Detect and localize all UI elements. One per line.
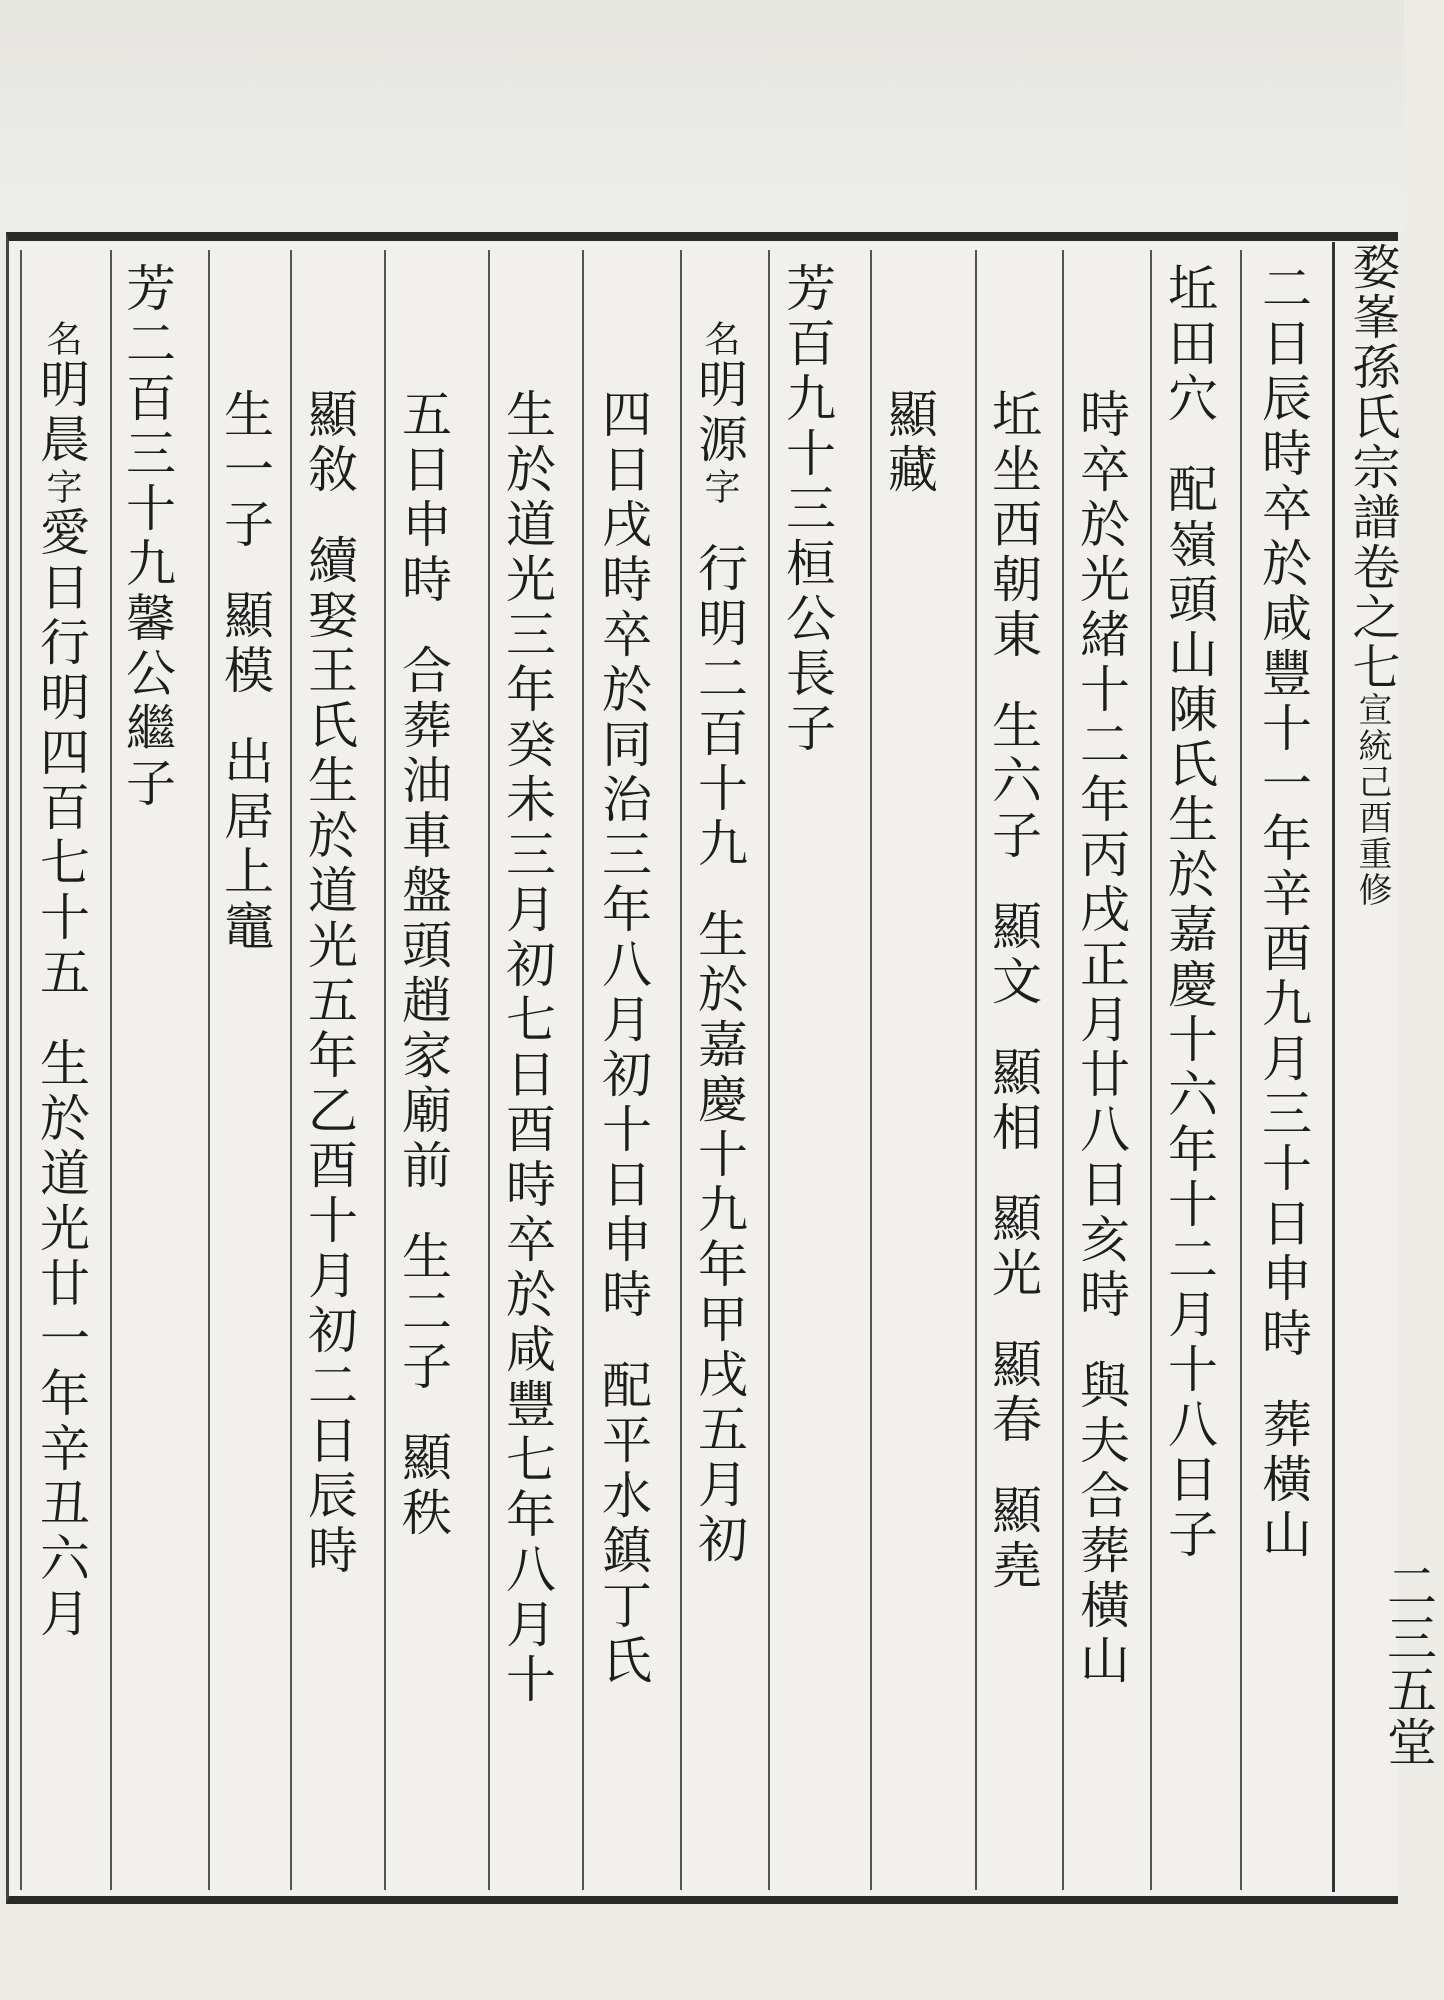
column-rule [208,250,210,1890]
text-segment: 四日戌時卒於同治三年八月初十日申時 [594,388,652,1323]
text-column-1 [1254,262,1312,1563]
text-segment: 坵田穴 [1160,262,1218,427]
courtesy-name-marker: 字 [699,468,740,506]
column-rule [290,250,292,1890]
text-column-6 [778,262,836,757]
text-segment: 顯藏 [880,388,938,498]
text-segment: 出居上竈 [216,735,274,955]
text-segment: 愛日行明四百七十五 [32,506,90,1001]
text-column-4 [984,388,1042,1594]
text-segment: 顯堯 [984,1484,1042,1594]
spine-rule [1332,242,1335,1892]
text-segment: 配平水鎮丁氏 [594,1359,652,1689]
name-marker: 名 [699,320,740,358]
column-rule [20,250,22,1890]
text-segment: 二日辰時卒於咸豐十一年辛酉九月三十日申時 [1254,262,1312,1362]
column-rule [1240,250,1242,1890]
text-segment: 續娶王氏生於道光五年乙酉十月初二日辰時 [300,534,358,1579]
text-segment: 生一子 [216,388,274,553]
text-column-3 [1072,388,1130,1689]
column-rule [1062,250,1064,1890]
text-column-8 [594,388,652,1689]
column-rule [110,250,112,1890]
text-column-12 [216,388,274,955]
text-segment: 顯敘 [300,388,358,498]
text-segment: 顯模 [216,589,274,699]
text-segment: 明晨 [32,358,90,468]
column-rule [384,250,386,1890]
volume-label: 卷之七 [1344,542,1400,692]
text-segment: 配嶺頭山陳氏生於嘉慶十六年十二月十八日子 [1160,463,1218,1563]
text-segment: 生於嘉慶十九年甲戌五月初 [690,908,748,1568]
text-segment: 明源 [690,358,748,468]
text-column-9 [498,388,556,1708]
text-column-10 [394,388,452,1541]
page-top-margin [0,0,1404,232]
text-segment: 葬橫山 [1254,1398,1312,1563]
book-title [1338,242,1407,908]
column-rule [975,250,977,1890]
text-segment: 生於道光廿一年辛丑六月 [32,1037,90,1642]
text-segment: 芳百九十三桓公長子 [778,262,836,757]
text-column-11 [300,388,358,1579]
text-column-13 [118,262,176,812]
text-segment: 時卒於光緒十二年丙戌正月廿八日亥時 [1072,388,1130,1323]
genealogy-title: 婺峯孫氏宗譜 [1344,242,1400,542]
text-segment: 五日申時 [394,388,452,608]
text-segment: 顯秩 [394,1431,452,1541]
edition-label: 宣統己酉重修 [1352,692,1392,908]
text-segment: 芳二百三十九馨公繼子 [118,262,176,812]
page-number: 二三五堂 [1379,1560,1437,1768]
text-column-7 [690,320,748,1568]
column-rule [680,250,682,1890]
text-segment: 顯光 [984,1192,1042,1302]
column-rule [582,250,584,1890]
text-segment: 顯文 [984,900,1042,1010]
column-rule [1150,250,1152,1890]
courtesy-name-marker: 字 [41,468,82,506]
text-segment: 生六子 [984,699,1042,864]
text-segment: 與夫合葬橫山 [1072,1359,1130,1689]
text-segment: 顯春 [984,1338,1042,1448]
name-marker: 名 [41,320,82,358]
column-rule [488,250,490,1890]
text-column-14 [32,320,90,1642]
bleed-through-text [870,300,942,355]
text-column-2 [1160,262,1218,1563]
column-rule [768,250,770,1890]
text-segment: 行明二百十九 [690,542,748,872]
text-segment: 生於道光三年癸未三月初七日酉時卒於咸豐七年八月十 [498,388,556,1708]
column-rule [870,250,872,1890]
text-column-5 [880,388,938,498]
text-segment: 合葬油車盤頭趙家廟前 [394,644,452,1194]
text-segment: 生二子 [394,1230,452,1395]
text-segment: 坵坐西朝東 [984,388,1042,663]
text-segment: 顯相 [984,1046,1042,1156]
